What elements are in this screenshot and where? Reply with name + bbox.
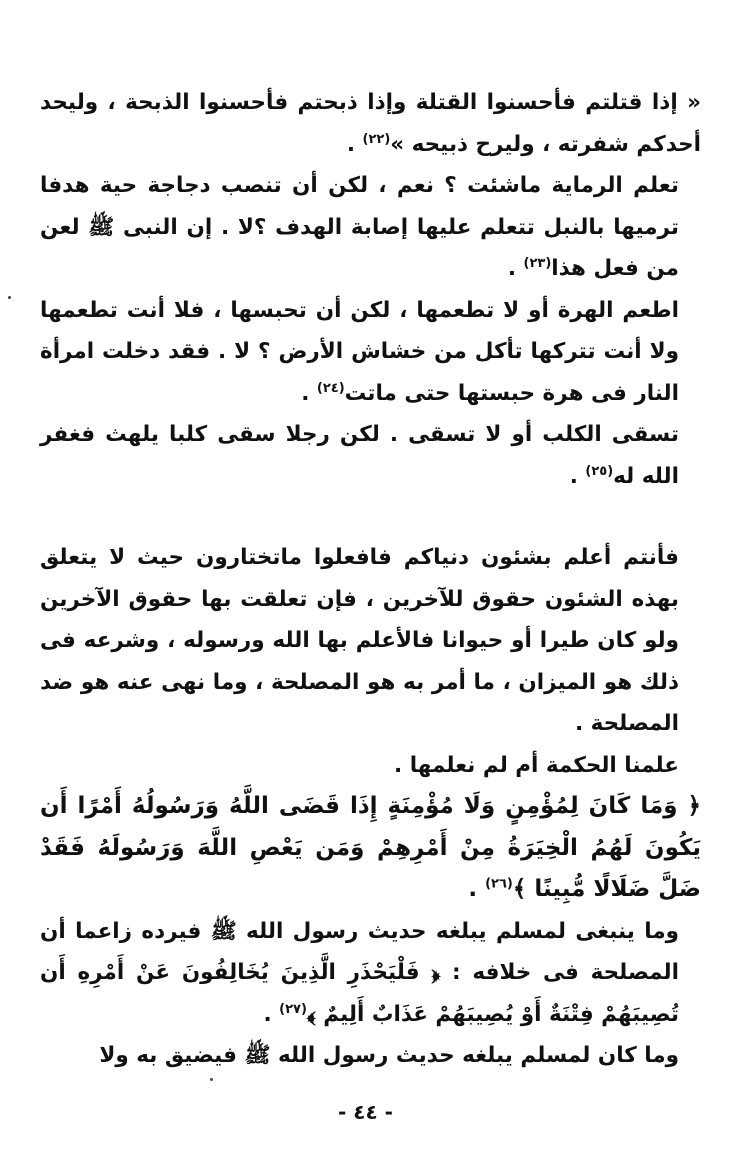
paragraph-hadith-ihsan: « إذا قتلتم فأحسنوا القتلة وإذا ذبحتم فأحسنوا الذبحة ، وليحد أحدكم شفرته ، وليرح ذبيحه »$^{(٢٢)}$ . xyxy=(40,90,701,157)
paragraph-worldly-affairs: فأنتم أعلم بشئون دنياكم فافعلوا ماتختارون حيث لا يتعلق بهذه الشئون حقوق للآخرين ، فإن تعلقت بها حقوق الآخرين ولو كان طيرا أو حيوانا فالأعلم بها الله ورسوله ، وشرعه فى ذلك هو الميزان ، ما أمر به هو المصلحة ، وما نهى عنه هو ضد المصلحة . xyxy=(40,545,679,736)
paragraph-cat: اطعم الهرة أو لا تطعمها ، لكن أن تحبسها ، فلا أنت تطعمها ولا أنت تتركها تأكل من خشاش الأرض ؟ لا . فقد دخلت امرأة النار فى هرة حبستها حتى ماتت$^{(٢٤)}$ . xyxy=(40,297,679,406)
scan-speck xyxy=(8,296,11,299)
paragraph-quran-ahzab: ﴿ وَمَا كَانَ لِمُؤْمِنٍ وَلَا مُؤْمِنَةٍ إِذَا قَضَى اللَّهُ وَرَسُولُهُ أَمْرًا أَن يَكُونَ لَهُمُ الْخِيَرَةُ مِنْ أَمْرِهِمْ وَمَن يَعْصِ اللَّهَ وَرَسُولَهُ فَقَدْ ضَلَّ ضَلَالًا مُّبِينًا ﴾$^{(٢٦)}$ . xyxy=(40,793,701,902)
paragraph-archery: تعلم الرماية ماشئت ؟ نعم ، لكن أن تنصب دجاجة حية هدفا ترميها بالنبل تتعلم عليها إصابة الهدف ؟لا . إن النبى ﷺ لعن من فعل هذا$^{(٢٣)}$ . xyxy=(40,173,679,281)
footnote-ref-24: (٢٤) xyxy=(316,380,345,396)
footnote-ref-27: (٢٧) xyxy=(279,1001,307,1017)
page-body-text xyxy=(40,82,701,1077)
paragraph-wisdom: علمنا الحكمة أم لم نعلمها . xyxy=(394,752,679,778)
paragraph-final: وما كان لمسلم يبلغه حديث رسول الله ﷺ فيضيق به ولا xyxy=(99,1043,679,1068)
page-number: - ٤٤ - xyxy=(338,1100,393,1124)
footnote-ref-25: (٢٥) xyxy=(585,463,614,479)
footnote-ref-22: (٢٢) xyxy=(362,131,391,147)
footnote-ref-26: (٢٦) xyxy=(485,876,513,892)
scan-speck xyxy=(210,1078,213,1081)
paragraph-quran-nur: وما ينبغى لمسلم يبلغه حديث رسول الله ﷺ فيرده زاعما أن المصلحة فى خلافه : ﴿ فَلْيَحْذَرِ الَّذِينَ يُخَالِفُونَ عَنْ أَمْرِهِ أَن تُصِيبَهُمْ فِتْنَةٌ أَوْ يُصِيبَهُمْ عَذَابٌ أَلِيمٌ ﴾$^{(٢٧)}$ . xyxy=(40,918,679,1027)
paragraph-dog: تسقى الكلب أو لا تسقى . لكن رجلا سقى كلبا يلهث فغفر الله له$^{(٢٥)}$ . xyxy=(40,422,679,489)
footnote-ref-23: (٢٣) xyxy=(523,255,552,271)
